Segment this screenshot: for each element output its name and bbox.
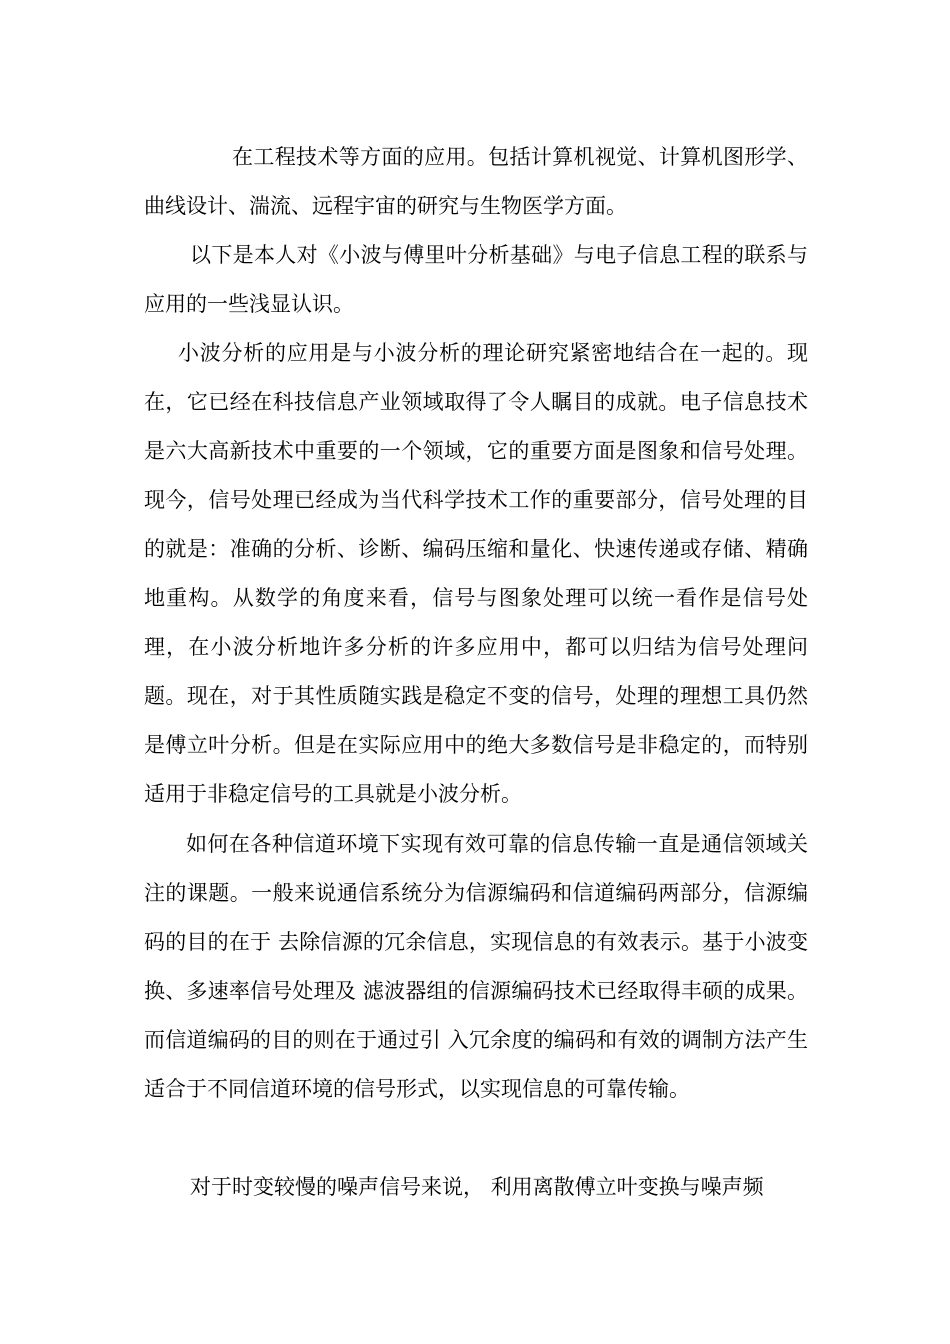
paragraph-applications: 在工程技术等方面的应用。包括计算机视觉、计算机图形学、曲线设计、湍流、远程宇宙的研究与生物医学方面。	[144, 145, 808, 218]
paragraph-noise-signal: 对于时变较慢的噪声信号来说， 利用离散傅立叶变换与噪声频	[190, 1175, 764, 1199]
paragraph-intro: 以下是本人对《小波与傅里叶分析基础》与电子信息工程的联系与应用的一些浅显认识。	[144, 243, 808, 316]
paragraph-wavelet-analysis: 小波分析的应用是与小波分析的理论研究紧密地结合在一起的。现在，它已经在科技信息产业领域取得了令人瞩目的成就。电子信息技术是六大高新技术中重要的一个领域，它的重要方面是图象和信号处理。现今，信号处理已经成为当代科学技术工作的重要部分，信号处理的目的就是：准确的分析、诊断、编码压缩和量化、快速传递或存储、精确地重构。从数学的角度来看，信号与图象处理可以统一看作是信号处理，在小波分析地许多分析的许多应用中，都可以归结为信号处理问题。现在，对于其性质随实践是稳定不变的信号，处理的理想工具仍然是傅立叶分析。但是在实际应用中的绝大多数信号是非稳定的，而特别适用于非稳定信号的工具就是小波分析。	[144, 341, 808, 806]
paragraph-channel-coding: 如何在各种信道环境下实现有效可靠的信息传输一直是通信领域关注的课题。一般来说通信系统分为信源编码和信道编码两部分，信源编码的目的在于 去除信源的冗余信息，实现信息的有效表示。基于小波变换、多速率信号处理及 滤波器组的信源编码技术已经取得丰硕的成果。而信道编码的目的则在于通过引 入冗余度的编码和有效的调制方法产生适合于不同信道环境的信号形式，以实现信息的可靠传输。	[144, 832, 808, 1101]
